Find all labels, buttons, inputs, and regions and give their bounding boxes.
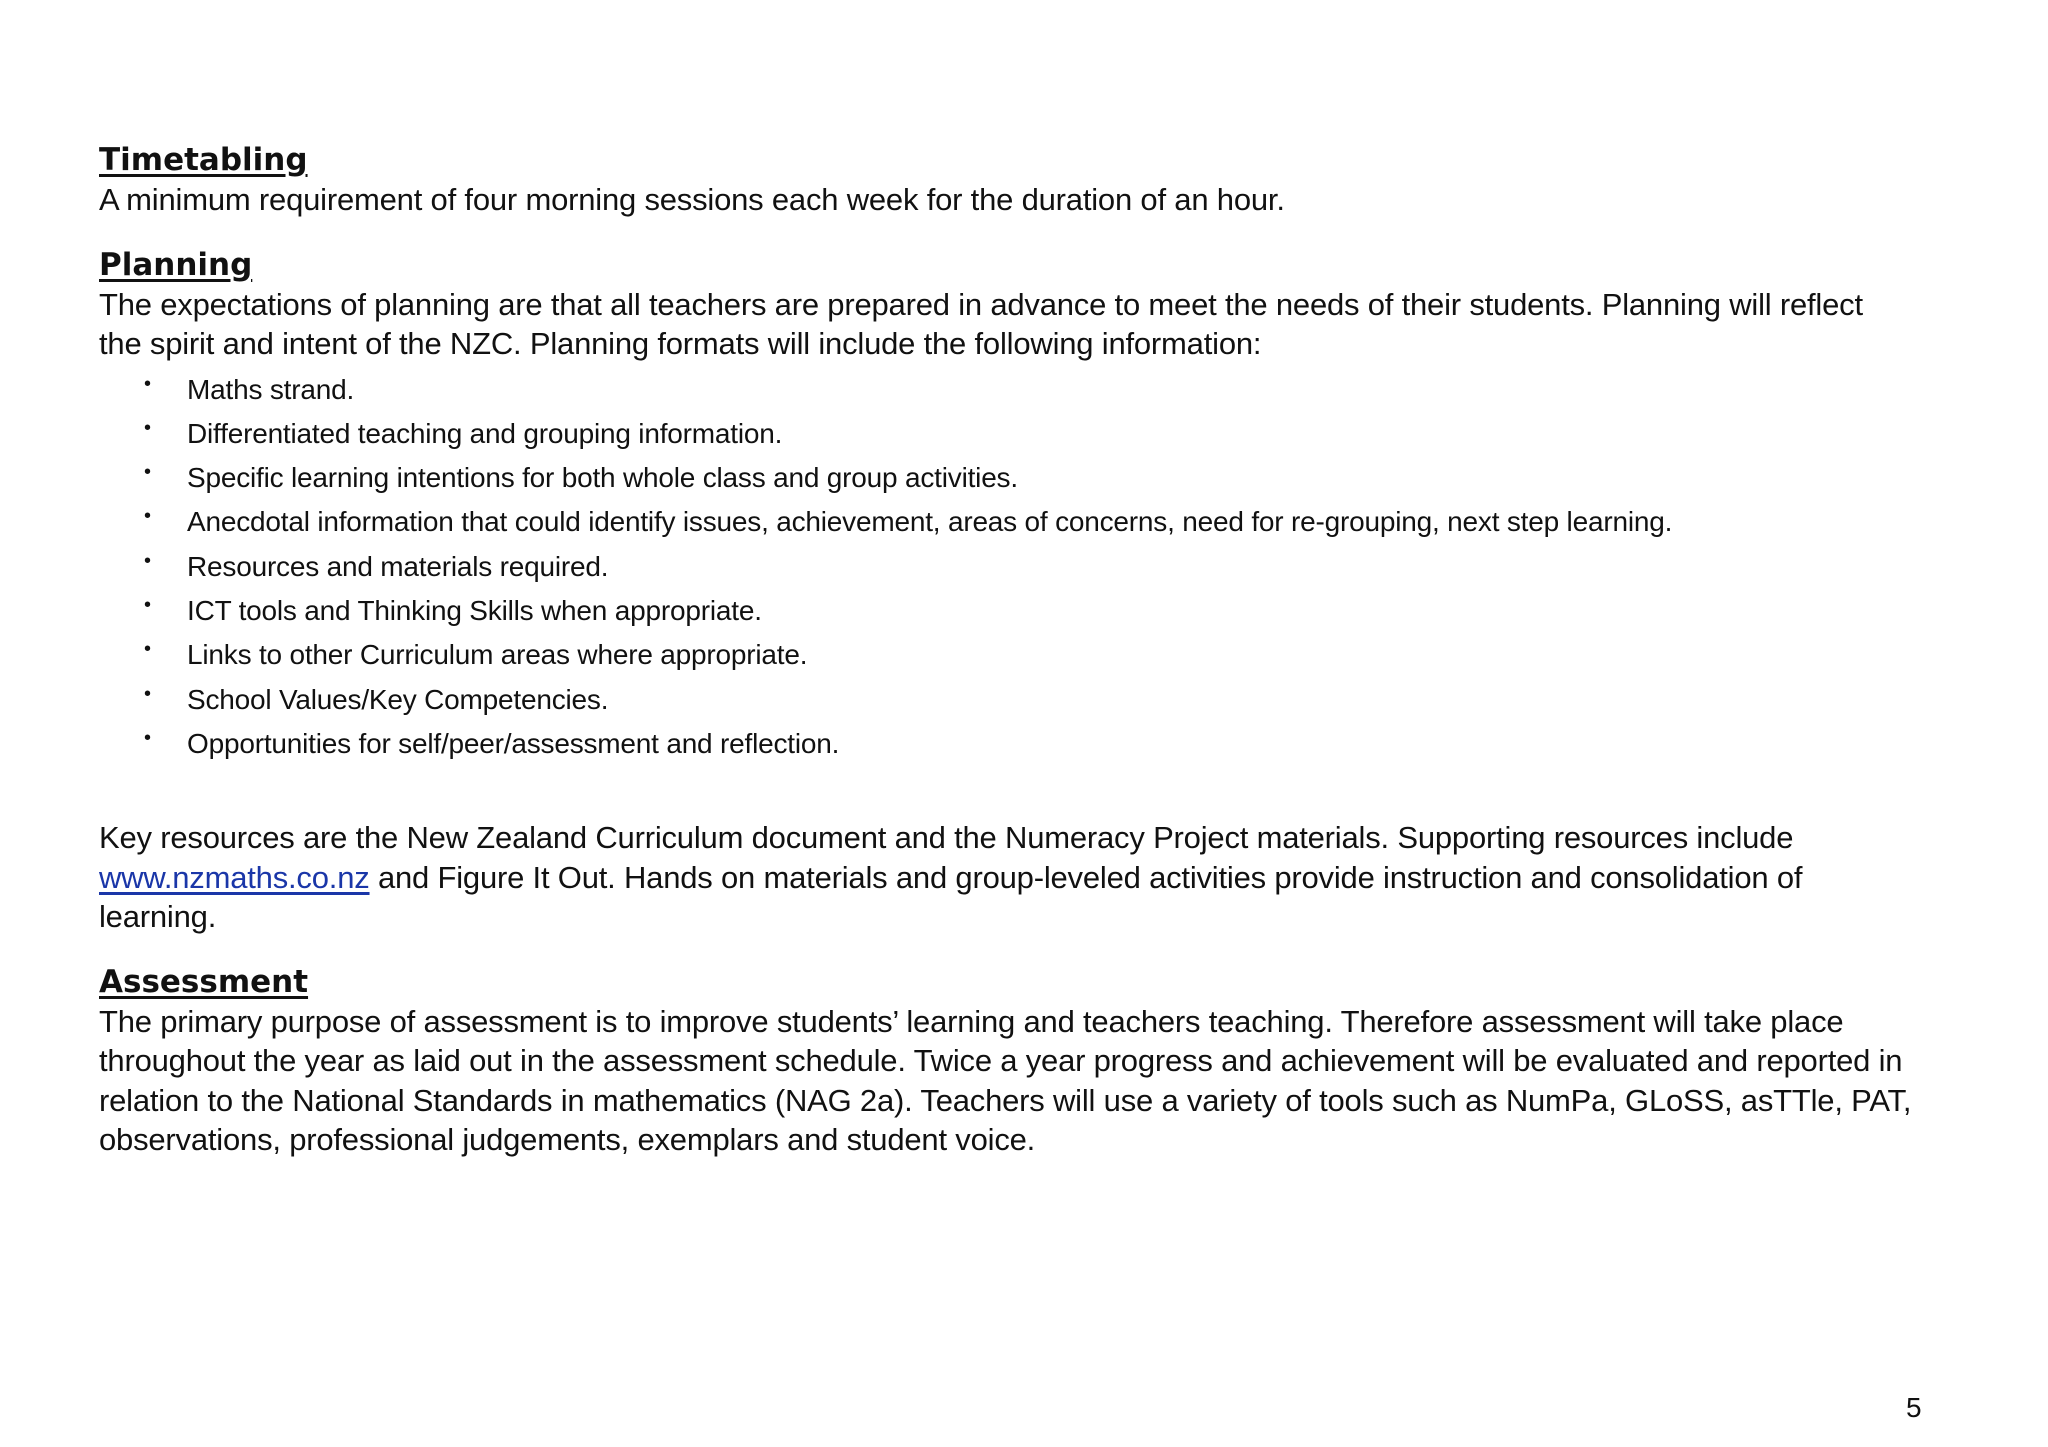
- assessment-text-line-3: relation to the National Standards in mathematics (NAG 2a). Teachers will use a variety of tools such as NumPa, GLoSS, asTTle, PAT,: [99, 1082, 1912, 1118]
- bullet-item: [144, 633, 1979, 677]
- bullet-text: Opportunities for self/peer/assessment and reflection.: [187, 727, 840, 759]
- bullet-item: [144, 412, 1979, 456]
- spacer: [99, 766, 1979, 818]
- assessment-text-line-4: observations, professional judgements, exemplars and student voice.: [99, 1122, 1036, 1158]
- bullet-item: [144, 589, 1979, 633]
- timetabling-heading: Timetabling: [99, 142, 308, 178]
- resources-text-line-2: [99, 858, 1979, 898]
- bullet-text: Links to other Curriculum areas where appropriate.: [187, 639, 808, 671]
- bullet-item: [144, 545, 1979, 589]
- assessment-text-line-2: throughout the year as laid out in the assessment schedule. Twice a year progress and achievement will be evaluated and reported in: [99, 1043, 1903, 1079]
- document-page: [99, 140, 1979, 1160]
- planning-text-line-2: the spirit and intent of the NZC. Planning formats will include the following information:: [99, 326, 1262, 361]
- bullet-icon: •: [144, 638, 151, 661]
- assessment-text-line-1: The primary purpose of assessment is to improve students’ learning and teachers teaching. Therefore assessment will take place: [99, 1003, 1844, 1039]
- bullet-text: Maths strand.: [187, 373, 355, 405]
- spacer: [99, 937, 1979, 962]
- bullet-text: Anecdotal information that could identify issues, achievement, areas of concerns, need for re-grouping, next step learning.: [187, 506, 1673, 538]
- bullet-text: Differentiated teaching and grouping information.: [187, 417, 783, 449]
- bullet-icon: •: [144, 372, 151, 395]
- bullet-item: [144, 368, 1979, 412]
- nzmaths-link[interactable]: www.nzmaths.co.nz: [99, 859, 370, 895]
- assessment-heading: Assessment: [99, 963, 309, 1000]
- bullet-icon: •: [144, 593, 151, 616]
- bullet-text: Specific learning intentions for both whole class and group activities.: [187, 462, 1018, 494]
- bullet-item: [144, 456, 1979, 500]
- bullet-icon: •: [144, 505, 151, 528]
- bullet-text: ICT tools and Thinking Skills when appropriate.: [187, 594, 762, 626]
- planning-text-line-1: The expectations of planning are that all teachers are prepared in advance to meet the needs of their students. Planning will reflect: [99, 286, 1863, 322]
- planning-bullet-list: [99, 368, 1979, 767]
- bullet-icon: •: [144, 461, 151, 484]
- page-number: 5: [1906, 1392, 1922, 1423]
- resources-text-line-3: learning.: [99, 899, 217, 935]
- bullet-icon: •: [144, 549, 151, 572]
- bullet-icon: •: [144, 416, 151, 439]
- bullet-item: [144, 678, 1979, 722]
- bullet-item: [144, 500, 1979, 544]
- timetabling-text: A minimum requirement of four morning sessions each week for the duration of an hour.: [99, 182, 1285, 217]
- bullet-icon: •: [144, 682, 151, 705]
- bullet-text: School Values/Key Competencies.: [187, 683, 609, 715]
- bullet-item: [144, 722, 1979, 766]
- resources-text-line-1: Key resources are the New Zealand Curriculum document and the Numeracy Project materials. Supporting resources include: [99, 820, 1794, 856]
- spacer: [99, 220, 1979, 245]
- bullet-icon: •: [144, 726, 151, 749]
- resources-text-line-2-rest: and Figure It Out. Hands on materials and group-leveled activities provide instruction and consolidation of: [369, 859, 1803, 895]
- bullet-text: Resources and materials required.: [187, 550, 609, 582]
- planning-heading: Planning: [99, 246, 253, 283]
